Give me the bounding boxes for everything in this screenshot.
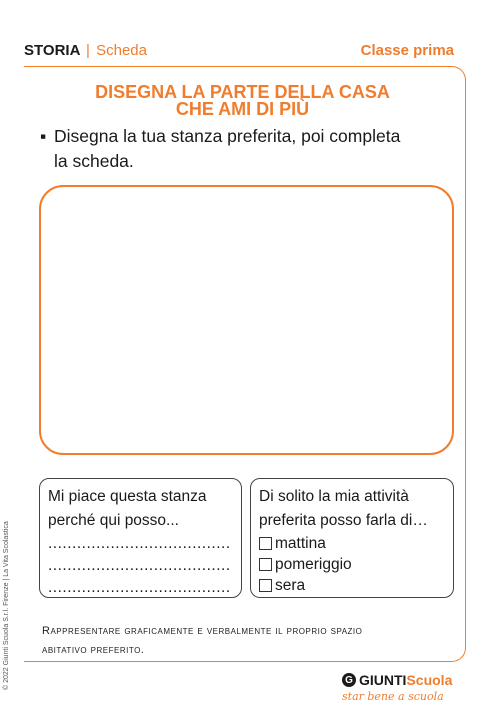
time-line-2: preferita posso farla di… [259,512,428,529]
instruction [40,124,440,174]
publisher-logo [342,672,460,712]
copyright-credit: © 2022 Giunti Scuola S.r.l. Firenze | La Vita Scolastica [3,521,10,690]
option-label: mattina [275,535,326,552]
header-separator: | [86,42,90,59]
subject-label: STORIA [24,42,80,59]
option-pomeriggio[interactable] [259,554,445,575]
logo-tagline: star bene a scuola [342,690,444,703]
checkbox-icon[interactable] [259,537,272,550]
checkbox-icon[interactable] [259,558,272,571]
title-line-2: CHE AMI DI PIÙ [175,99,310,119]
instruction-line-2: la scheda. [54,151,134,171]
objective-line-2: abitativo preferito. [42,644,145,656]
time-card [250,478,454,598]
learning-objective [42,622,442,660]
objective-line-1: Rappresentare graficamente e verbalmente il proprio spazio [42,625,363,637]
answer-line-3[interactable]: ...................................... [48,579,231,596]
answer-line-2[interactable]: ...................................... [48,557,231,574]
logo-brand: GIUNTI [359,672,407,688]
answer-line-1[interactable]: ...................................... [48,535,231,552]
g-logo-icon: G [342,673,356,687]
option-mattina[interactable] [259,533,445,554]
reason-line-2: perché qui posso... [48,512,179,529]
time-line-1: Di solito la mia attività [259,488,409,505]
reason-card [39,478,242,598]
class-level: Classe prima [360,42,454,59]
option-label: sera [275,577,306,594]
bullet-icon: ▪ [40,126,47,146]
header-subject [24,42,147,59]
drawing-area[interactable] [39,185,454,455]
checkbox-icon[interactable] [259,579,272,592]
instruction-line-1: Disegna la tua stanza preferita, poi completa [54,126,401,146]
option-sera[interactable] [259,575,445,596]
logo-brand-accent: Scuola [406,672,453,688]
reason-line-1: Mi piace questa stanza [48,488,207,505]
title-line-1: DISEGNA LA PARTE DELLA CASA [95,82,390,102]
page-title [40,84,445,118]
option-label: pomeriggio [275,556,352,573]
type-label: Scheda [96,42,147,59]
